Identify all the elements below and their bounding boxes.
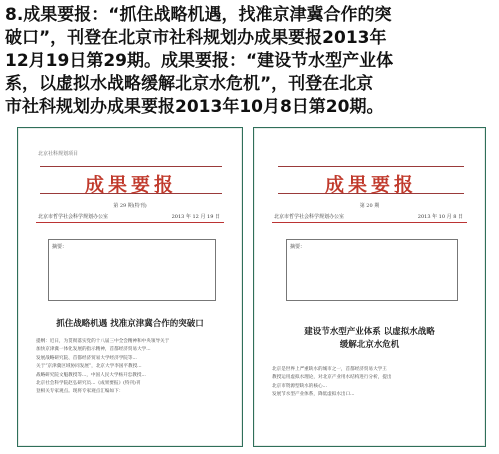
body-line: 发展节水型产业体系，降低虚拟水出口... bbox=[272, 392, 355, 398]
headline bbox=[5, 4, 495, 119]
body-line: 北京市资源型缺水的核心... bbox=[272, 383, 327, 389]
divider bbox=[272, 222, 467, 223]
article-title bbox=[254, 326, 485, 352]
divider bbox=[36, 222, 224, 223]
body-line: 北京社会科学院赵弘研究员...《成果要报》(特刊)刊 bbox=[36, 381, 141, 387]
headline-line: 系，以虚拟水战略缓解北京水危机”，刊登在北京 bbox=[5, 74, 374, 94]
body-line: 登相关专家观点。现将专家观点汇编如下： bbox=[36, 389, 124, 395]
headline-line: 破口”，刊登在北京市社科规划办成果要报2013年 bbox=[5, 28, 387, 48]
body-line: 加快京津冀一体化发展的指示精神，首都经济贸易大学... bbox=[36, 347, 151, 353]
report-issue: 第 29 期(特刊) bbox=[113, 203, 147, 209]
report-date: 2013 年 12 月 19 日 bbox=[171, 214, 220, 220]
abstract-box bbox=[48, 239, 216, 301]
report-title-box bbox=[40, 166, 222, 194]
report-title-box bbox=[278, 166, 464, 194]
report-title: 成果要报 bbox=[324, 174, 417, 196]
headline-line: 12月19日第29期。成果要报：“建设节水型产业体 bbox=[5, 51, 394, 71]
article-body bbox=[272, 366, 467, 400]
body-line: 关于“京津冀区域协同发展”，北京大学李国平教授... bbox=[36, 364, 142, 370]
report-office: 北京市哲学社会科学规划办公室 bbox=[274, 214, 345, 220]
report-date: 2013 年 10 月 8 日 bbox=[417, 214, 463, 220]
body-line: 发展战略研究院、首都经济贸易大学经济学院等... bbox=[36, 355, 137, 361]
body-line: 战略研究院文魁教授等...，中国人民大学杨开忠教授... bbox=[36, 372, 146, 378]
article-title bbox=[18, 318, 242, 331]
article-title-line: 缓解北京水危机 bbox=[339, 340, 400, 350]
article-title-line: 抓住战略机遇 找准京津冀合作的突破口 bbox=[56, 319, 204, 329]
body-line: 提纲：近日，为贯彻落实党的十八届三中全会精神和中央领导关于 bbox=[36, 339, 170, 344]
report-office: 北京市哲学社会科学规划办公室 bbox=[38, 214, 109, 220]
report-page-issue-29 bbox=[17, 127, 243, 447]
report-title: 成果要报 bbox=[84, 174, 177, 196]
abstract-label: 摘要： bbox=[290, 244, 306, 250]
article-title-line: 建设节水型产业体系 以虚拟水战略 bbox=[304, 327, 435, 337]
report-issue: 第 20 期 bbox=[359, 203, 380, 209]
body-line: 北京是世界上严重缺水的城市之一，首都经济贸易大学王 bbox=[272, 367, 387, 372]
headline-line: 8.成果要报：“抓住战略机遇，找准京津冀合作的突 bbox=[5, 5, 392, 25]
report-page-issue-20 bbox=[253, 127, 486, 447]
article-body bbox=[36, 338, 224, 397]
abstract-label: 摘要： bbox=[52, 244, 68, 250]
body-line: 教授运用虚拟水理论，对北京产业用水结构进行分析，提出 bbox=[272, 375, 392, 381]
report-series: 北京社科规划项目 bbox=[38, 151, 79, 157]
headline-line: 市社科规划办成果要报2013年10月8日第20期。 bbox=[5, 97, 384, 117]
abstract-box bbox=[286, 239, 458, 301]
